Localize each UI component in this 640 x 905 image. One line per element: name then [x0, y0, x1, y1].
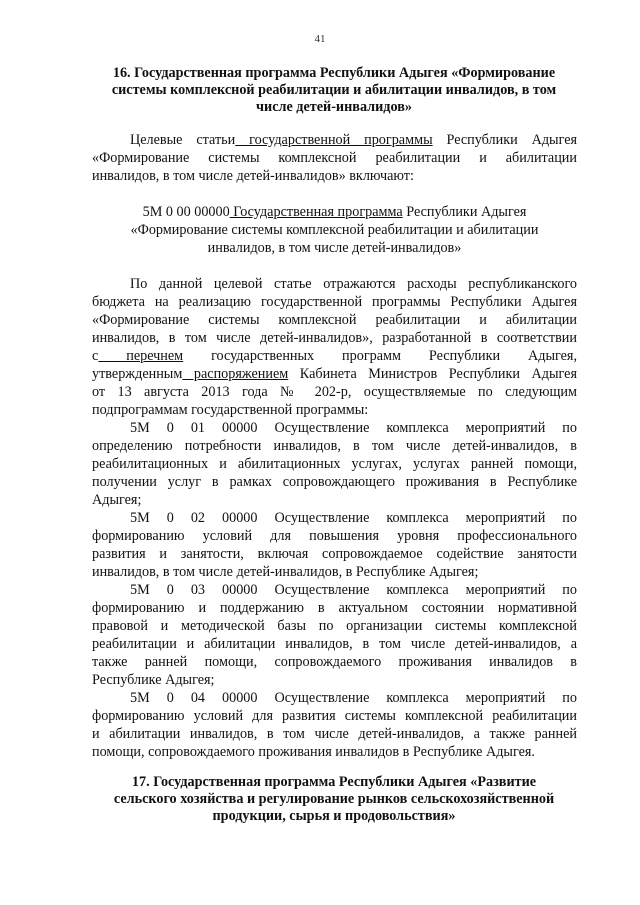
body-line-6	[92, 365, 577, 383]
item-1-line: получении услуг в рамках сопровождающего проживания в Республике	[92, 474, 577, 490]
intro-line-1	[130, 131, 577, 149]
body-line-2: бюджета на реализацию государственной программы Республики Адыгея	[92, 294, 577, 310]
text: государственных программ Республики Адыгея,	[183, 348, 578, 364]
heading-line: 16. Государственная программа Республики Адыгея «Формирование	[112, 65, 556, 81]
item-3-line: правовой и методической базы по организации системы комплексной	[92, 618, 577, 634]
heading-line: системы комплексной реабилитации и абилитации инвалидов, в том	[111, 82, 557, 98]
item-4-line: и абилитации инвалидов, в том числе детей-инвалидов, а также ранней	[92, 726, 577, 742]
item-2-last-line: инвалидов, в том числе детей-инвалидов, в Республике Адыгея;	[92, 564, 479, 580]
heading-line: 17. Государственная программа Республики Адыгея «Развитие	[131, 774, 537, 790]
text: 5М 0 00 00000	[142, 204, 230, 220]
code-line-1	[92, 203, 577, 221]
item-3-line: реабилитации и абилитации инвалидов, в том числе детей-инвалидов, а	[92, 636, 577, 652]
body-line-5	[92, 347, 577, 365]
body-line-1: По данной целевой статье отражаются расходы республиканского	[130, 276, 577, 292]
body-line-3: «Формирование системы комплексной реабилитации и абилитации	[92, 312, 577, 328]
item-1-line: реабилитационных и абилитационных услугах, услугах ранней помощи,	[92, 456, 577, 472]
item-3-line: также ранней помощи, сопровождаемого проживания инвалидов в	[92, 654, 577, 670]
item-3-last-line: Республике Адыгея;	[92, 672, 215, 688]
body-line-4: инвалидов, в том числе детей-инвалидов», разработанной в соответствии	[92, 330, 577, 346]
item-3-first-line: 5М 0 03 00000 Осуществление комплекса мероприятий по	[130, 582, 577, 598]
intro-line-2: «Формирование системы комплексной реабилитации и абилитации	[92, 150, 577, 166]
code-line-3: инвалидов, в том числе детей-инвалидов»	[207, 240, 462, 256]
text: с	[92, 348, 99, 364]
state-program-link[interactable]: Государственная программа	[229, 204, 403, 220]
text: Целевые статьи	[130, 132, 236, 148]
item-3-line: формированию и поддержанию в актуальном состоянии нормативной	[92, 600, 577, 616]
heading-line: продукции, сырья и продовольствия»	[212, 808, 456, 824]
body-line-7: от 13 августа 2013 года № 202-р, осуществляемые по следующим	[92, 384, 577, 400]
item-2-line: развития и занятости, включая сопровождаемое содействие занятости	[92, 546, 577, 562]
item-1-line: определению потребности инвалидов, в том числе детей-инвалидов, в	[92, 438, 577, 454]
item-1-last-line: Адыгея;	[92, 492, 142, 508]
item-4-last-line: помощи, сопровождаемого проживания инвалидов в Республике Адыгея.	[92, 744, 535, 760]
heading-line: числе детей-инвалидов»	[256, 99, 412, 115]
item-1-first-line: 5М 0 01 00000 Осуществление комплекса мероприятий по	[130, 420, 577, 436]
section-16-heading	[96, 65, 572, 116]
intro-line-3: инвалидов, в том числе детей-инвалидов» включают:	[92, 168, 414, 184]
section-17-heading	[96, 774, 572, 825]
order-link[interactable]: распоряжением	[182, 366, 289, 382]
page-number: 41	[314, 33, 326, 45]
code-line-2: «Формирование системы комплексной реабилитации и абилитации	[130, 222, 539, 238]
heading-line: сельского хозяйства и регулирование рынков сельскохозяйственной	[113, 791, 555, 807]
body-line-8: подпрограммам государственной программы:	[92, 402, 369, 418]
item-2-first-line: 5М 0 02 00000 Осуществление комплекса мероприятий по	[130, 510, 577, 526]
state-program-link[interactable]: государственной программы	[235, 132, 433, 148]
text: Кабинета Министров Республики Адыгея	[288, 366, 577, 382]
item-4-line: формированию условий для развития системы комплексной реабилитации	[92, 708, 577, 724]
item-2-line: формированию условий для повышения уровня профессионального	[92, 528, 577, 544]
item-4-first-line: 5М 0 04 00000 Осуществление комплекса мероприятий по	[130, 690, 577, 706]
text: Республики Адыгея	[402, 204, 527, 220]
text: Республики Адыгея	[432, 132, 578, 148]
text: утвержденным	[92, 366, 183, 382]
programs-list-link[interactable]: перечнем	[98, 348, 184, 364]
